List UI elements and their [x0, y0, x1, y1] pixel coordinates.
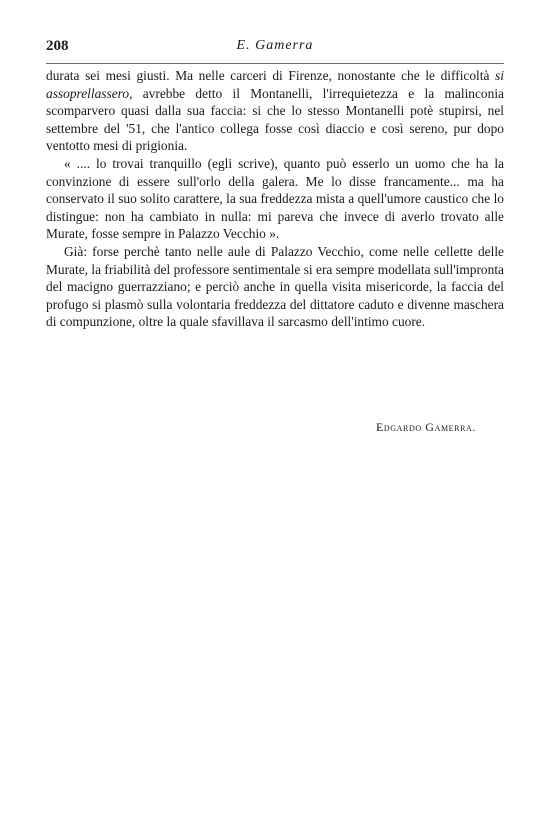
author-signature: Edgardo Gamerra.: [375, 420, 476, 434]
paragraph-1-italic: si assoprellassero: [46, 68, 504, 101]
page-number: 208: [46, 38, 69, 54]
paragraph-1: [46, 67, 504, 155]
body-text: [46, 67, 504, 331]
page-header: [46, 38, 504, 60]
paragraph-2-quote: « .... lo trovai tranquillo (egli scrive), quanto può esserlo un uomo che ha la convinzione di essere sull'orlo della galera. Me lo disse francamente... ma ha conservato il suo solito carattere, la sua freddezza mista a quell'umore caustico che lo distingue: non ha cambiato in nulla: mi pareva che invece di averlo trovato alle Murate, fosse sempre in Palazzo Vecchio ».: [46, 155, 504, 242]
header-rule: [46, 63, 504, 64]
paragraph-3: Già: forse perchè tanto nelle aule di Palazzo Vecchio, come nelle cellette delle Murate, la friabilità del professore sentimentale si era sempre modellata sull'impronta del macigno guerrazziano; e perciò anche in quella visita misericorde, la faccia del profugo si plasmò sulla volontaria freddezza del dittatore caduto e divenne maschera di compunzione, oltre la quale sfavillava il sarcasmo dell'intimo cuore.: [46, 243, 504, 330]
paragraph-1-text-b: , avrebbe detto il Montanelli, l'irrequietezza e la malinconia scomparvero quasi dalla sua faccia: si che lo stesso Montanelli potè stupirsi, nel settembre del '51, che l'antico collega fosse così diaccio e così sereno, pur dopo ventotto mesi di prigionia.: [46, 85, 504, 154]
running-title: E. Gamerra: [236, 38, 314, 53]
paragraph-1-text-a: durata sei mesi giusti. Ma nelle carceri di Firenze, nonostante che le difficoltà: [46, 68, 496, 83]
